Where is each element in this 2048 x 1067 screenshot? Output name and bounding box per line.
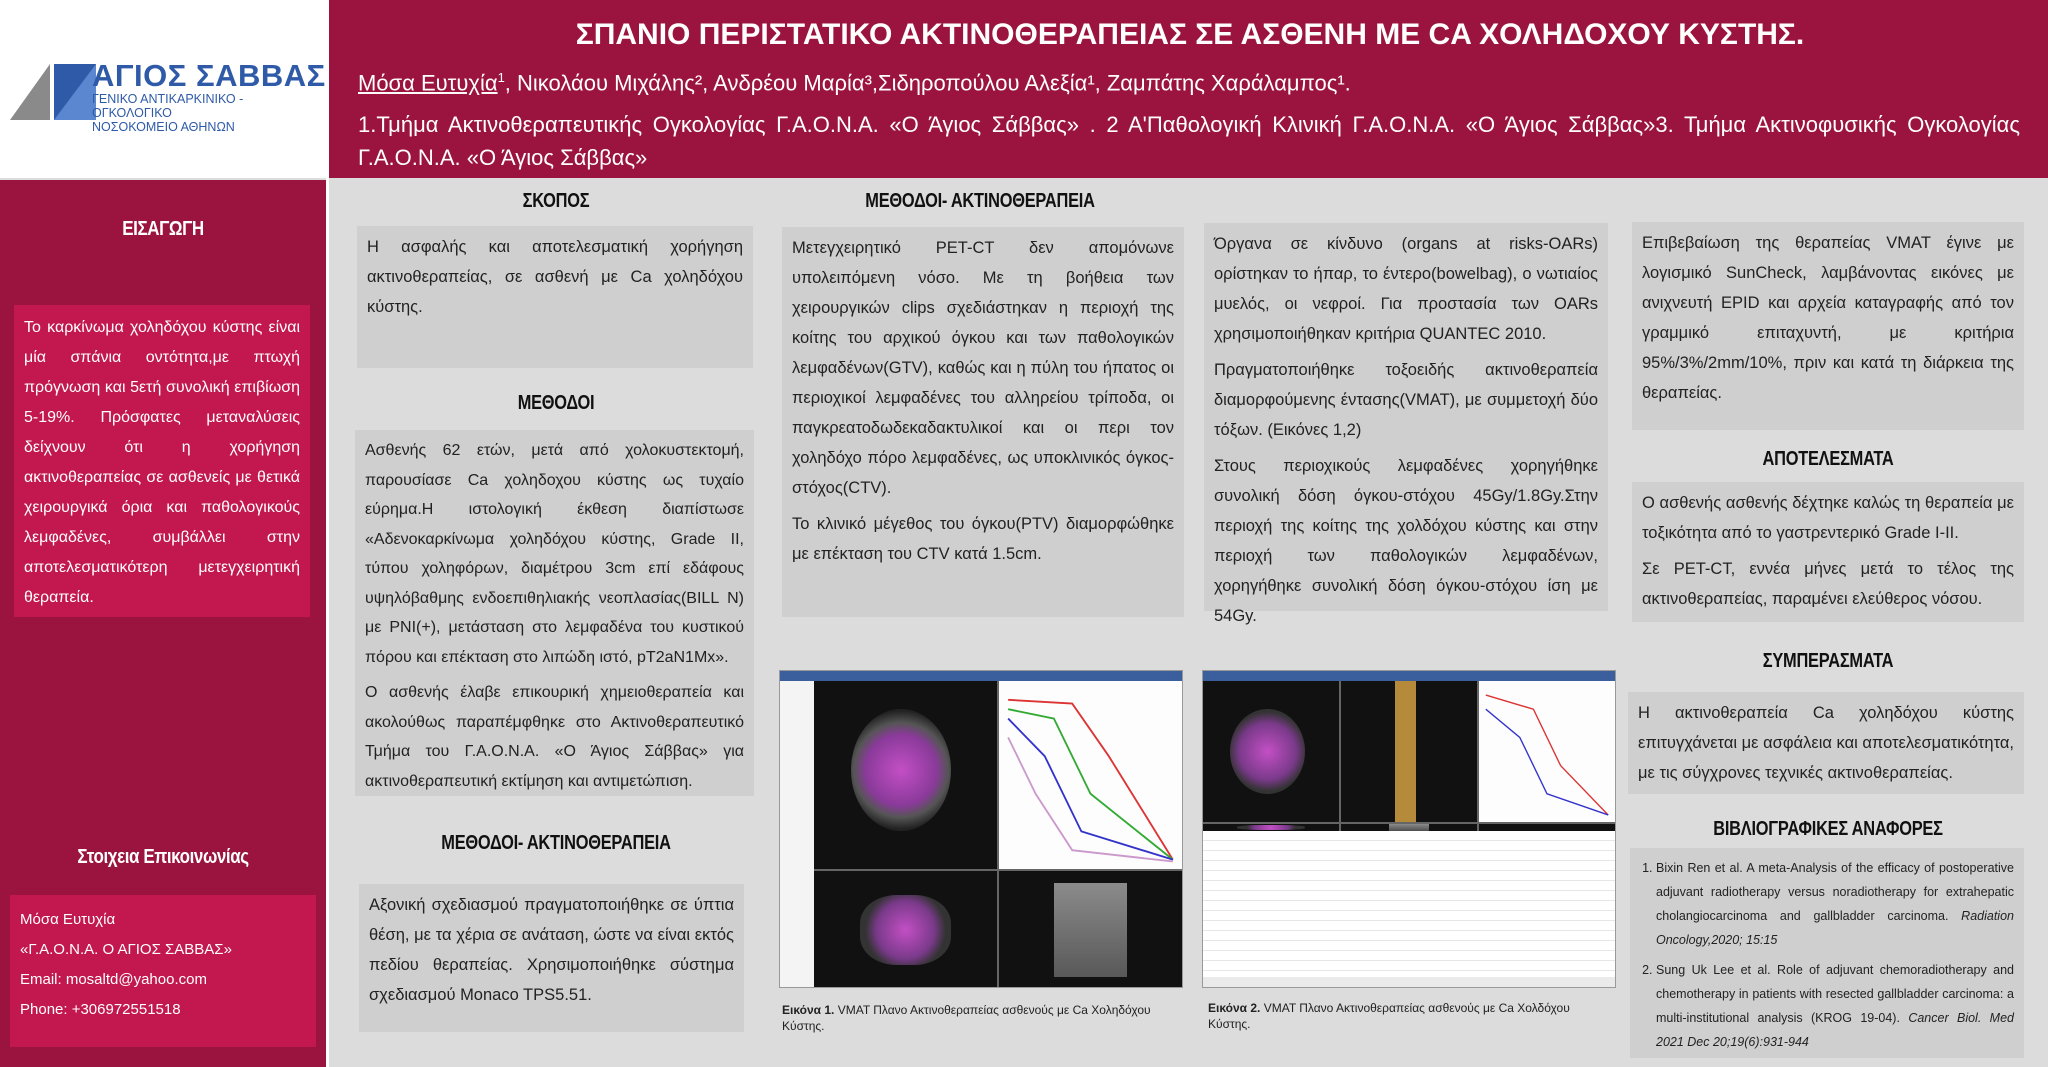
results-heading: ΑΠΟΤΕΛΕΣΜΑΤΑ: [1762, 448, 1894, 470]
oar-p3: Στους περιοχικούς λεμφαδένες χορηγήθηκε συνολική δόση όγκου-στόχου 45Gy/1.8Gy.Στην περιοχή της κοίτης της χολδόχου κύστης και στην περιοχή των παθολογικών λεμφαδένων, χορηγήθηκε συνολική δόση όγκου-στόχου ίση με 54Gy.: [1214, 457, 1598, 625]
results-p1: Ο ασθενής ασθενής δέχτηκε καλώς τη θεραπεία με τοξικότητα από το γαστρεντερικό Grade I-II.: [1642, 494, 2014, 542]
intro-text: Το καρκίνωμα χοληδόχου κύστης είναι μία σπάνια οντότητα,με πτωχή πρόγνωση και 5ετή συνολική επιβίωση 5-19%. Πρόσφατες μεταναλύσεις δείχνουν ότι η χορήγηση ακτινοθεραπείας σε ασθενείς με θετικά χειρουργικά όρια και παθολογικούς λεμφαδένες, συμβάλλει στην αποτελεσματικότερη μετεγχειρητική θεραπεία.: [24, 319, 300, 606]
results-box: [1632, 482, 2024, 622]
methods-heading: ΜΕΘΟΔΟΙ: [517, 392, 595, 414]
figure-1-label: Εικόνα 1.: [782, 1003, 835, 1017]
aim-box: [357, 226, 753, 368]
reference-1: [1656, 856, 2014, 952]
intro-heading: ΕΙΣΑΓΩΓΗ: [122, 218, 204, 240]
verification-text: Επιβεβαίωση της θεραπείας VMAT έγινε με λογισμικό SunCheck, λαμβάνοντας εικόνες με ανιχνευτή EPID και αρχεία καταγραφής από τον γραμμικό επιταχυντή, με κριτήρια 95%/3%/2mm/10%, πριν και κατά τη διάρκεια της θεραπείας.: [1642, 234, 2014, 402]
logo-subtitle: [92, 92, 326, 134]
rt-p2: Το κλινικό μέγεθος του όγκου(PTV) διαμορφώθηκε με επέκταση του CTV κατά 1.5cm.: [792, 515, 1174, 563]
logo-icon: [10, 62, 96, 122]
rt-p1: Μετεγχειρητικό PET-CT δεν απομόνωνε υπολειπόμενη νόσο. Με τη βοήθεια των χειρουργικών clips σχεδιάστηκαν η περιοχή της κοίτης του αρχικού όγκου και των παθολογικών λεμφαδένων(GTV), καθώς και η πύλη του ήπατος οι περιοχικοί λεμφαδένες του αλληρείου τρίποδα, οι παγκρεατοδωδεκαδακτυλικοί και οι περι τον χοληδόχο πόρο λεμφαδένες, ως υποκλινικός όγκος- στόχος(CTV).: [792, 239, 1174, 497]
reference-2-text: Sung Uk Lee et al. Role of adjuvant chemoradiotherapy and chemotherapy in patients with resected gallbladder carcinoma: a multi-institutional analysis (KROG 19-04).: [1656, 963, 2014, 1025]
logo-line1: ΓΕΝΙΚΟ ΑΝΤΙΚΑΡΚΙΝΙΚΟ - ΟΓΚΟΛΟΓΙΚΟ: [92, 92, 244, 120]
verification-box: [1632, 222, 2024, 430]
poster-title: ΣΠΑΝΙΟ ΠΕΡΙΣΤΑΤΙΚΟ ΑΚΤΙΝΟΘΕΡΑΠΕΙΑΣ ΣΕ ΑΣΘΕΝΗ ΜΕ CA ΧΟΛΗΔΟΧΟΥ ΚΥΣΤΗΣ.: [575, 18, 1805, 51]
methods-box: [355, 430, 754, 796]
oar-p2: Πραγματοποιήθηκε τοξοειδής ακτινοθεραπεία διαμορφούμενης έντασης(VMAT), με συμμετοχή δύο τόξων. (Εικόνες 1,2): [1214, 361, 1598, 439]
first-author: Μόσα Ευτυχία: [358, 70, 498, 96]
reference-2-journal: Cancer Biol. Med 2021 Dec 20;19(6):931-944: [1656, 1011, 2014, 1049]
references-list: [1640, 856, 2014, 1054]
affiliations: 1.Τμήμα Ακτινοθεραπευτικής Ογκολογίας Γ.Α.Ο.Ν.Α. «Ο Άγιος Σάββας» . 2 Α'Παθολογική Κλινική Γ.Α.Ο.Ν.Α. «Ο Άγιος Σάββας»3. Τμήμα Ακτινοφυσικής Ογκολογίας Γ.Α.Ο.Ν.Α. «Ο Άγιος Σάββας»: [358, 112, 2020, 170]
oar-p1: Όργανα σε κίνδυνο (organs at risks-OARs) ορίστηκαν το ήπαρ, το έντερο(bowelbag), ο νωτιαίος μυελός, οι νεφροί. Για προστασία των OARs χρησιμοποιήθηκαν κριτήρια QUANTEC 2010.: [1214, 235, 1598, 343]
results-p2: Σε PET-CT, εννέα μήνες μετά το τέλος της ακτινοθεραπείας, παραμένει ελεύθερος νόσου.: [1642, 560, 2014, 608]
rt-heading-1: ΜΕΘΟΔΟΙ- ΑΚΤΙΝΟΘΕΡΑΠΕΙΑ: [441, 832, 671, 854]
rt-box-2: [782, 227, 1184, 617]
references-heading: ΒΙΒΛΙΟΓΡΑΦΙΚΕΣ ΑΝΑΦΟΡΕΣ: [1713, 818, 1943, 840]
methods-p2: Ο ασθενής έλαβε επικουρική χημειοθεραπεία και ακολούθως παραπέμφθηκε στο Ακτινοθεραπευτικό Τμήμα του Γ.Α.Ο.Ν.Α. «Ο Άγιος Σάββας» για ακτινοθεραπευτική εκτίμηση και αντιμετώπιση.: [365, 684, 744, 790]
contact-phone: Phone: +306972551518: [20, 1001, 181, 1018]
references-box: [1630, 848, 2024, 1058]
aim-heading: ΣΚΟΠΟΣ: [522, 190, 590, 212]
other-authors: , Νικολάου Μιχάλης², Ανδρέου Μαρία³,Σιδηροπούλου Αλεξία¹, Ζαμπάτης Χαράλαμπος¹.: [504, 70, 1351, 96]
figure-1-screenshot: [779, 670, 1183, 988]
reference-1-journal: Radiation Oncology,2020; 15:15: [1656, 909, 2014, 947]
conclusions-box: [1628, 692, 2024, 794]
reference-1-text: Bixin Ren et al. A meta-Analysis of the efficacy of postoperative adjuvant radiotherapy versus noradiotherapy for extrahepatic cholangiocarcinoma and gallbladder carcinoma.: [1656, 861, 2014, 923]
conclusions-text: Η ακτινοθεραπεία Ca χοληδόχου κύστης επιτυγχάνεται με ασφάλεια και αποτελεσματικότητα, με τις σύγχρονες τεχνικές ακτινοθεραπείας.: [1638, 704, 2014, 782]
logo-panel: [0, 0, 326, 178]
aim-text: Η ασφαλής και αποτελεσματική χορήγηση ακτινοθεραπείας, σε ασθενή με Ca χοληδόχου κύστης.: [367, 238, 743, 316]
contact-heading: Στοιχεια Επικοινωνίας: [77, 846, 249, 868]
figure-2-screenshot: [1202, 670, 1616, 988]
figure-2-caption: [1208, 1000, 1608, 1032]
reference-2: [1656, 958, 2014, 1054]
contact-name: Μόσα Ευτυχία: [20, 911, 116, 928]
logo-line2: ΝΟΣΟΚΟΜΕΙΟ ΑΘΗΝΩΝ: [92, 120, 235, 134]
intro-box: [14, 305, 310, 617]
authors-line: Μόσα Ευτυχία$^1$, Νικολάου Μιχάλης², Ανδρέου Μαρία³,Σιδηροπούλου Αλεξία¹, Ζαμπάτης Χαράλαμπος¹.: [358, 70, 1351, 96]
rt-heading-2: ΜΕΘΟΔΟΙ- ΑΚΤΙΝΟΘΕΡΑΠΕΙΑ: [865, 190, 1095, 212]
divider: [326, 0, 329, 1067]
figure-2-text: VMAT Πλανο Ακτινοθεραπείας ασθενούς με Ca Χολδόχου Κύστης.: [1208, 1001, 1570, 1031]
contact-box: [10, 895, 316, 1047]
figure-2-label: Εικόνα 2.: [1208, 1001, 1261, 1015]
figure-1-caption: [782, 1002, 1177, 1034]
rt-text-1: Αξονική σχεδιασμού πραγματοποιήθηκε σε ύπτια θέση, με τα χέρια σε ανάταση, ώστε να είναι εκτός πεδίου θεραπείας. Χρησιμοποιήθηκε σύστημα σχεδιασμού Monaco TPS5.51.: [369, 896, 734, 1004]
figure-1-text: VMAT Πλανο Ακτινοθεραπείας ασθενούς με Ca Χοληδόχου Κύστης.: [782, 1003, 1151, 1033]
methods-p1: Ασθενής 62 ετών, μετά από χολοκυστεκτομή, παρουσίασε Ca χοληδοχου κύστης ως τυχαίο εύρημα.Η ιστολογική έκθεση διαπίστωσε «Αδενοκαρκίνωμα χοληδόχου κύστης, Grade II, τύπου χοληφόρων, διαμέτρου 3cm επί εδάφους υψηλόβαθμης ενδοεπιθηλιακής νεοπλασίας(BILL N) με PNI(+), μετάσταση στο λεμφαδένα του κυστικού πόρου και επέκταση στο λιπώδη ιστό, pT2aN1Mx».: [365, 442, 744, 666]
contact-email[interactable]: Email: mosaltd@yahoo.com: [20, 971, 207, 988]
contact-org: «Γ.Α.Ο.Ν.Α. Ο ΑΓΙΟΣ ΣΑΒΒΑΣ»: [20, 941, 232, 958]
conclusions-heading: ΣΥΜΠΕΡΑΣΜΑΤΑ: [1762, 650, 1894, 672]
rt-box-1: [359, 884, 744, 1032]
oar-box: [1204, 223, 1608, 625]
logo-name: ΑΓΙΟΣ ΣΑΒΒΑΣ: [92, 58, 326, 93]
